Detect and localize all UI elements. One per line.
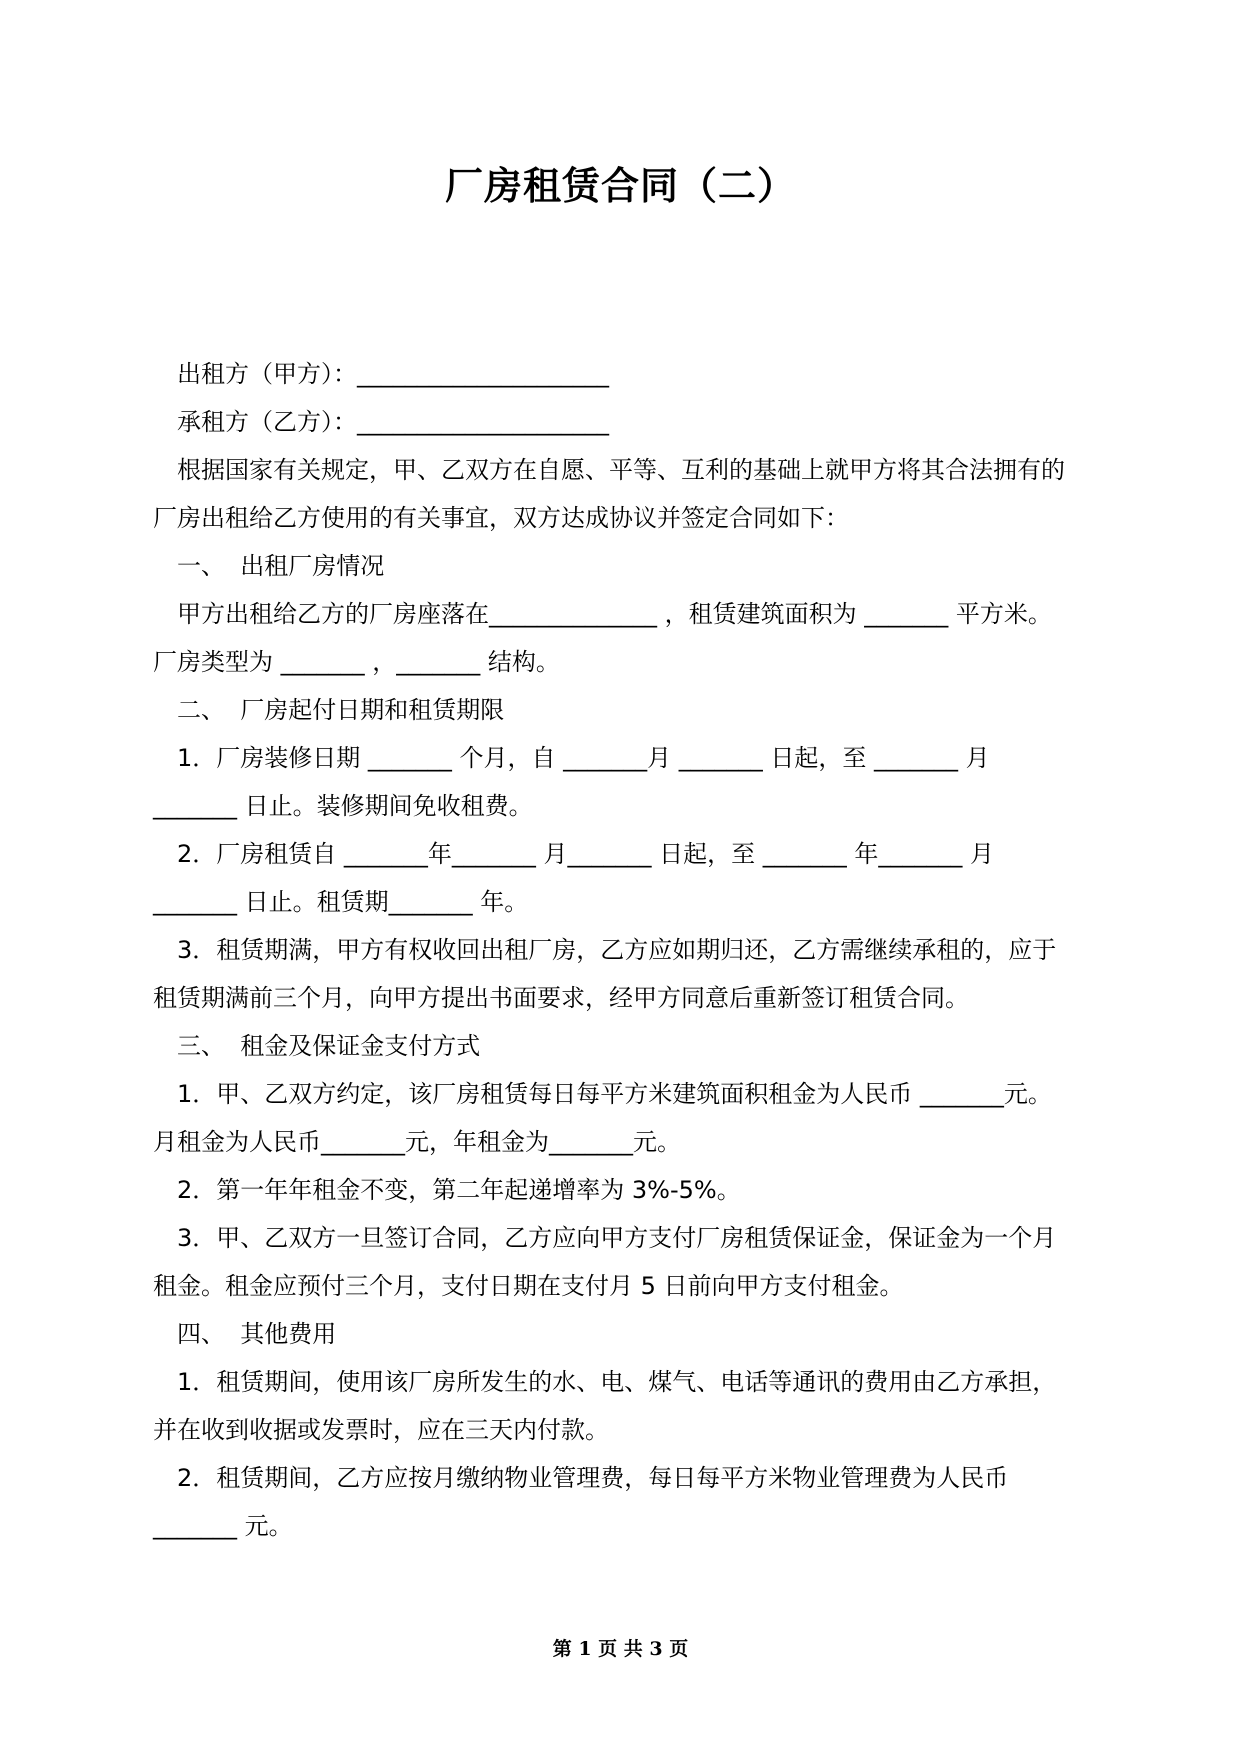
section-heading-3: 三、 租金及保证金支付方式 bbox=[177, 1032, 481, 1060]
clause-4-1-b: 并在收到收据或发票时，应在三天内付款。 bbox=[153, 1416, 609, 1444]
clause-3-1-b: 月租金为人民币_______元，年租金为_______元。 bbox=[153, 1128, 681, 1156]
clause-4-2-b: _______ 元。 bbox=[153, 1512, 293, 1540]
line-type: 厂房类型为 _______ ，_______ 结构。 bbox=[153, 648, 560, 676]
document-title: 厂房租赁合同（二） bbox=[444, 164, 796, 208]
section-heading-2: 二、 厂房起付日期和租赁期限 bbox=[177, 696, 505, 724]
section-heading-1: 一、 出租厂房情况 bbox=[177, 552, 385, 580]
clause-2-1-b: _______ 日止。装修期间免收租费。 bbox=[153, 792, 533, 820]
line-lessee: 承租方（乙方）：_____________________ bbox=[177, 408, 609, 436]
clause-2-3-a: 3．租赁期满，甲方有权收回出租厂房，乙方应如期归还，乙方需继续承租的，应于 bbox=[177, 936, 1057, 964]
clause-3-2: 2．第一年年租金不变，第二年起递增率为 3%-5%。 bbox=[177, 1176, 741, 1204]
clause-2-1-a: 1．厂房装修日期 _______ 个月，自 _______月 _______ 日起，至 _______ 月 bbox=[177, 744, 990, 772]
clause-3-1-a: 1．甲、乙双方约定，该厂房租赁每日每平方米建筑面积租金为人民币 _______元。 bbox=[177, 1080, 1052, 1108]
page-footer: 第 1 页 共 3 页 bbox=[552, 1638, 689, 1660]
contract-body bbox=[153, 350, 1093, 1550]
section-heading-4: 四、 其他费用 bbox=[177, 1320, 337, 1348]
clause-2-2-b: _______ 日止。租赁期_______ 年。 bbox=[153, 888, 529, 916]
clause-4-2-a: 2．租赁期间，乙方应按月缴纳物业管理费，每日每平方米物业管理费为人民币 bbox=[177, 1464, 1009, 1492]
line-preamble-1: 根据国家有关规定，甲、乙双方在自愿、平等、互利的基础上就甲方将其合法拥有的 bbox=[177, 456, 1065, 484]
line-lessor: 出租方（甲方）：_____________________ bbox=[177, 360, 609, 388]
line-preamble-2: 厂房出租给乙方使用的有关事宜，双方达成协议并签定合同如下： bbox=[153, 504, 849, 532]
clause-2-3-b: 租赁期满前三个月，向甲方提出书面要求，经甲方同意后重新签订租赁合同。 bbox=[153, 984, 969, 1012]
clause-2-2-a: 2．厂房租赁自 _______年_______ 月_______ 日起，至 _______ 年_______ 月 bbox=[177, 840, 995, 868]
line-location: 甲方出租给乙方的厂房座落在______________ ，租赁建筑面积为 _______ 平方米。 bbox=[177, 600, 1052, 628]
clause-3-3-b: 租金。租金应预付三个月，支付日期在支付月 5 日前向甲方支付租金。 bbox=[153, 1272, 904, 1300]
clause-4-1-a: 1．租赁期间，使用该厂房所发生的水、电、煤气、电话等通讯的费用由乙方承担， bbox=[177, 1368, 1057, 1396]
clause-3-3-a: 3．甲、乙双方一旦签订合同，乙方应向甲方支付厂房租赁保证金，保证金为一个月 bbox=[177, 1224, 1057, 1252]
